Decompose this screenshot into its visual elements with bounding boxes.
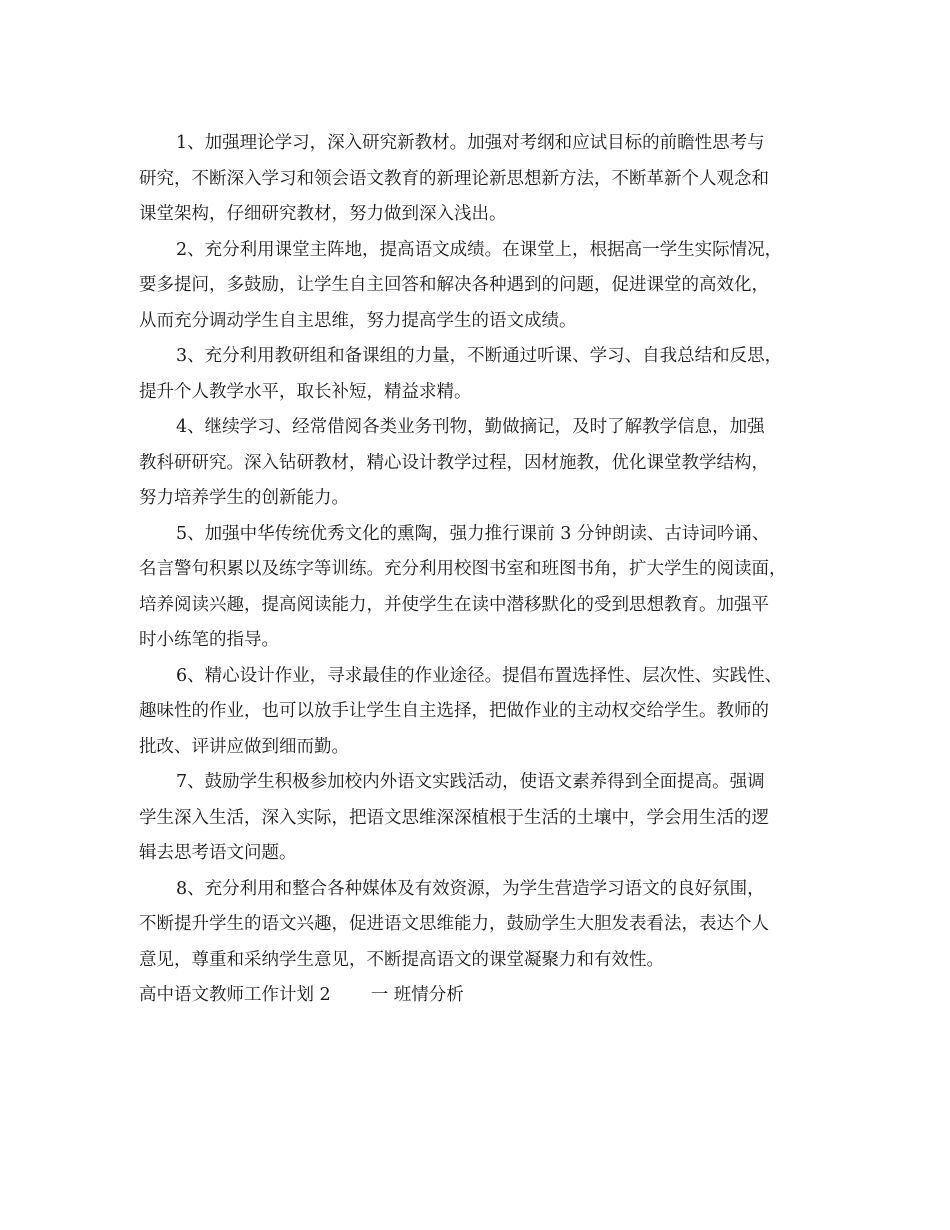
paragraph-line: 教科研研究。深入钻研教材，精心设计教学过程，因材施教，优化课堂教学结构， bbox=[139, 452, 769, 473]
paragraph-6 bbox=[139, 659, 819, 766]
paragraph-line: 名言警句积累以及练字等训练。充分利用校图书室和班图书角，扩大学生的阅读面， bbox=[139, 559, 787, 579]
paragraph-line: 不断提升学生的语文兴趣，促进语文思维能力，鼓励学生大胆发表看法，表达个人 bbox=[139, 914, 769, 934]
paragraph-line: 7、鼓励学生积极参加校内外语文实践活动，使语文素养得到全面提高。强调 bbox=[176, 772, 765, 792]
paragraph-7 bbox=[139, 765, 819, 872]
paragraph-line: 6、精心设计作业，寻求最佳的作业途径。提倡布置选择性、层次性、实践性、 bbox=[176, 665, 783, 686]
paragraph-1 bbox=[139, 126, 819, 233]
section-title: 一 班情分析 bbox=[370, 985, 464, 1005]
paragraph-line: 辑去思考语文问题。 bbox=[139, 843, 297, 863]
paragraph-line: 8、充分利用和整合各种媒体及有效资源，为学生营造学习语文的良好氛围， bbox=[176, 878, 765, 899]
paragraph-line: 提升个人教学水平，取长补短，精益求精。 bbox=[139, 381, 472, 402]
paragraph-line: 4、继续学习、经常借阅各类业务刊物，勤做摘记，及时了解教学信息，加强 bbox=[176, 417, 765, 437]
paragraph-line: 课堂架构，仔细研究教材，努力做到深入浅出。 bbox=[139, 204, 507, 224]
paragraph-line: 学生深入生活，深入实际，把语文思维深深植根于生活的土壤中，学会用生活的逻 bbox=[139, 807, 769, 828]
paragraph-line: 努力培养学生的创新能力。 bbox=[139, 488, 349, 508]
paragraph-5 bbox=[139, 517, 819, 659]
paragraph-4 bbox=[139, 410, 819, 517]
paragraph-line: 从而充分调动学生自主思维，努力提高学生的语文成绩。 bbox=[139, 310, 577, 331]
paragraph-line: 趣味性的作业，也可以放手让学生自主选择，把做作业的主动权交给学生。教师的 bbox=[139, 701, 769, 721]
paragraph-line: 意见，尊重和采纳学生意见，不断提高语文的课堂凝聚力和有效性。 bbox=[139, 949, 664, 970]
paragraph-line: 批改、评讲应做到细而勤。 bbox=[139, 736, 349, 757]
paragraph-line: 研究，不断深入学习和领会语文教育的新理论新思想新方法，不断革新个人观念和 bbox=[139, 168, 769, 189]
paragraph-line: 1、加强理论学习，深入研究新教材。加强对考纲和应试目标的前瞻性思考与 bbox=[176, 133, 765, 153]
paragraph-3 bbox=[139, 339, 819, 410]
paragraph-line: 3、充分利用教研组和备课组的力量，不断通过听课、学习、自我总结和反思， bbox=[176, 346, 783, 366]
paragraph-line: 5、加强中华传统优秀文化的熏陶，强力推行课前 3 分钟朗读、古诗词吟诵、 bbox=[176, 523, 770, 544]
paragraph-2 bbox=[139, 233, 819, 340]
paragraph-line: 培养阅读兴趣，提高阅读能力，并使学生在读中潜移默化的受到思想教育。加强平 bbox=[139, 594, 769, 615]
plan-title: 高中语文教师工作计划 2 bbox=[139, 985, 331, 1005]
paragraph-line: 2、充分利用课堂主阵地，提高语文成绩。在课堂上，根据高一学生实际情况， bbox=[176, 239, 783, 260]
next-section-heading bbox=[139, 978, 819, 1014]
paragraph-8 bbox=[139, 872, 819, 979]
document-body bbox=[139, 126, 819, 1014]
paragraph-line: 要多提问，多鼓励，让学生自主回答和解决各种遇到的问题，促进课堂的高效化， bbox=[139, 275, 769, 295]
paragraph-line: 时小练笔的指导。 bbox=[139, 630, 279, 650]
